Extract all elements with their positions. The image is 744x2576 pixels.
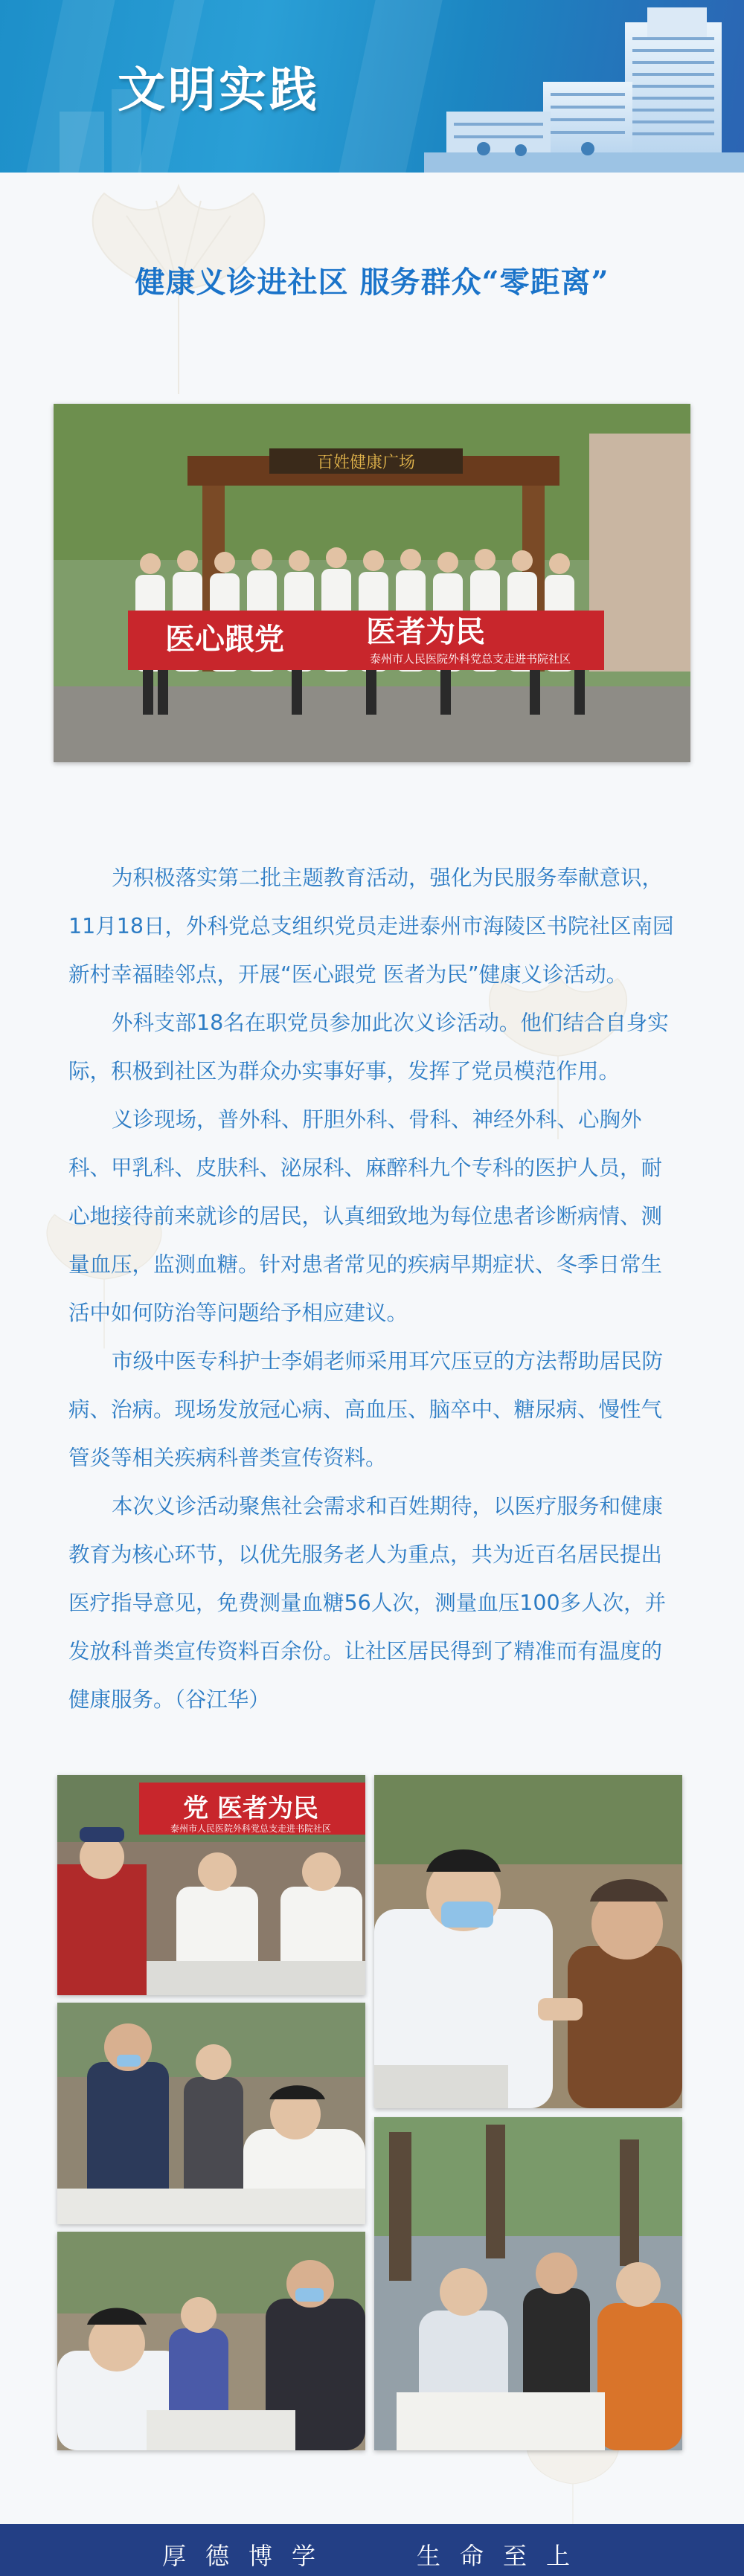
article-body <box>68 854 679 1724</box>
article-paragraph: 为积极落实第二批主题教育活动，强化为民服务奉献意识，11月18日，外科党总支组织党员走进泰州市海陵区书院社区南园新村幸福睦邻点，开展“医心跟党 医者为民”健康义诊活动。 <box>68 866 674 987</box>
hero-group-photo <box>54 404 690 762</box>
footer-bar <box>0 2524 744 2576</box>
gallery-photo-consultation-banner <box>57 1775 365 1995</box>
hospital-building-illustration <box>402 0 744 173</box>
gallery-photo-ear-acupressure <box>374 1775 682 2108</box>
gallery-banner-subtext: 泰州市人民医院外科党总支走进书院社区 <box>170 1823 332 1834</box>
page-title: 文明实践 <box>118 62 320 118</box>
article-paragraph: 义诊现场，普外科、肝胆外科、骨科、神经外科、心胸外科、甲乳科、皮肤科、泌尿科、麻醉科九个专科的医护人员，耐心地接待前来就诊的居民，认真细致地为每位患者诊断病情、测量血压，监测血糖。针对患者常见的疾病早期症状、冬季日常生活中如何防治等问题给予相应建议。 <box>68 1107 663 1325</box>
article-paragraph: 市级中医专科护士李娟老师采用耳穴压豆的方法帮助居民防病、治病。现场发放冠心病、高血压、脑卒中、糖尿病、慢性气管炎等相关疾病科普类宣传资料。 <box>68 1349 664 1470</box>
motto-right: 生命至上 <box>417 2542 590 2570</box>
header-banner <box>0 0 744 173</box>
gallery-photo-glucose-test <box>374 2117 682 2450</box>
gallery-banner-text: 党 医者为民 <box>183 1794 318 1823</box>
article-paragraph: 外科支部18名在职党员参加此次义诊活动。他们结合自身实际，积极到社区为群众办实事好事，发挥了党员模范作用。 <box>68 1011 669 1083</box>
gallery-photo-blood-pressure-check <box>57 2003 365 2224</box>
article-headline: 健康义诊进社区 服务群众“零距离” <box>135 265 609 300</box>
gallery-photo-doctor-consulting <box>57 2232 365 2450</box>
hero-banner-subtext: 泰州市人民医院外科党总支走进书院社区 <box>369 652 571 666</box>
motto-left: 厚德博学 <box>162 2542 336 2570</box>
hero-banner-text-right: 医者为民 <box>366 614 485 649</box>
hero-banner-text-left: 医心跟党 <box>165 622 284 657</box>
pavilion-sign: 百姓健康广场 <box>316 454 416 472</box>
article-paragraph: 本次义诊活动聚焦社会需求和百姓期待，以医疗服务和健康教育为核心环节，以优先服务老人为重点，共为近百名居民提出医疗指导意见，免费测量血糖56人次，测量血压100多人次，并发放科普类宣传资料百余份。让社区居民得到了精准而有温度的健康服务。（谷江华） <box>68 1494 667 1712</box>
